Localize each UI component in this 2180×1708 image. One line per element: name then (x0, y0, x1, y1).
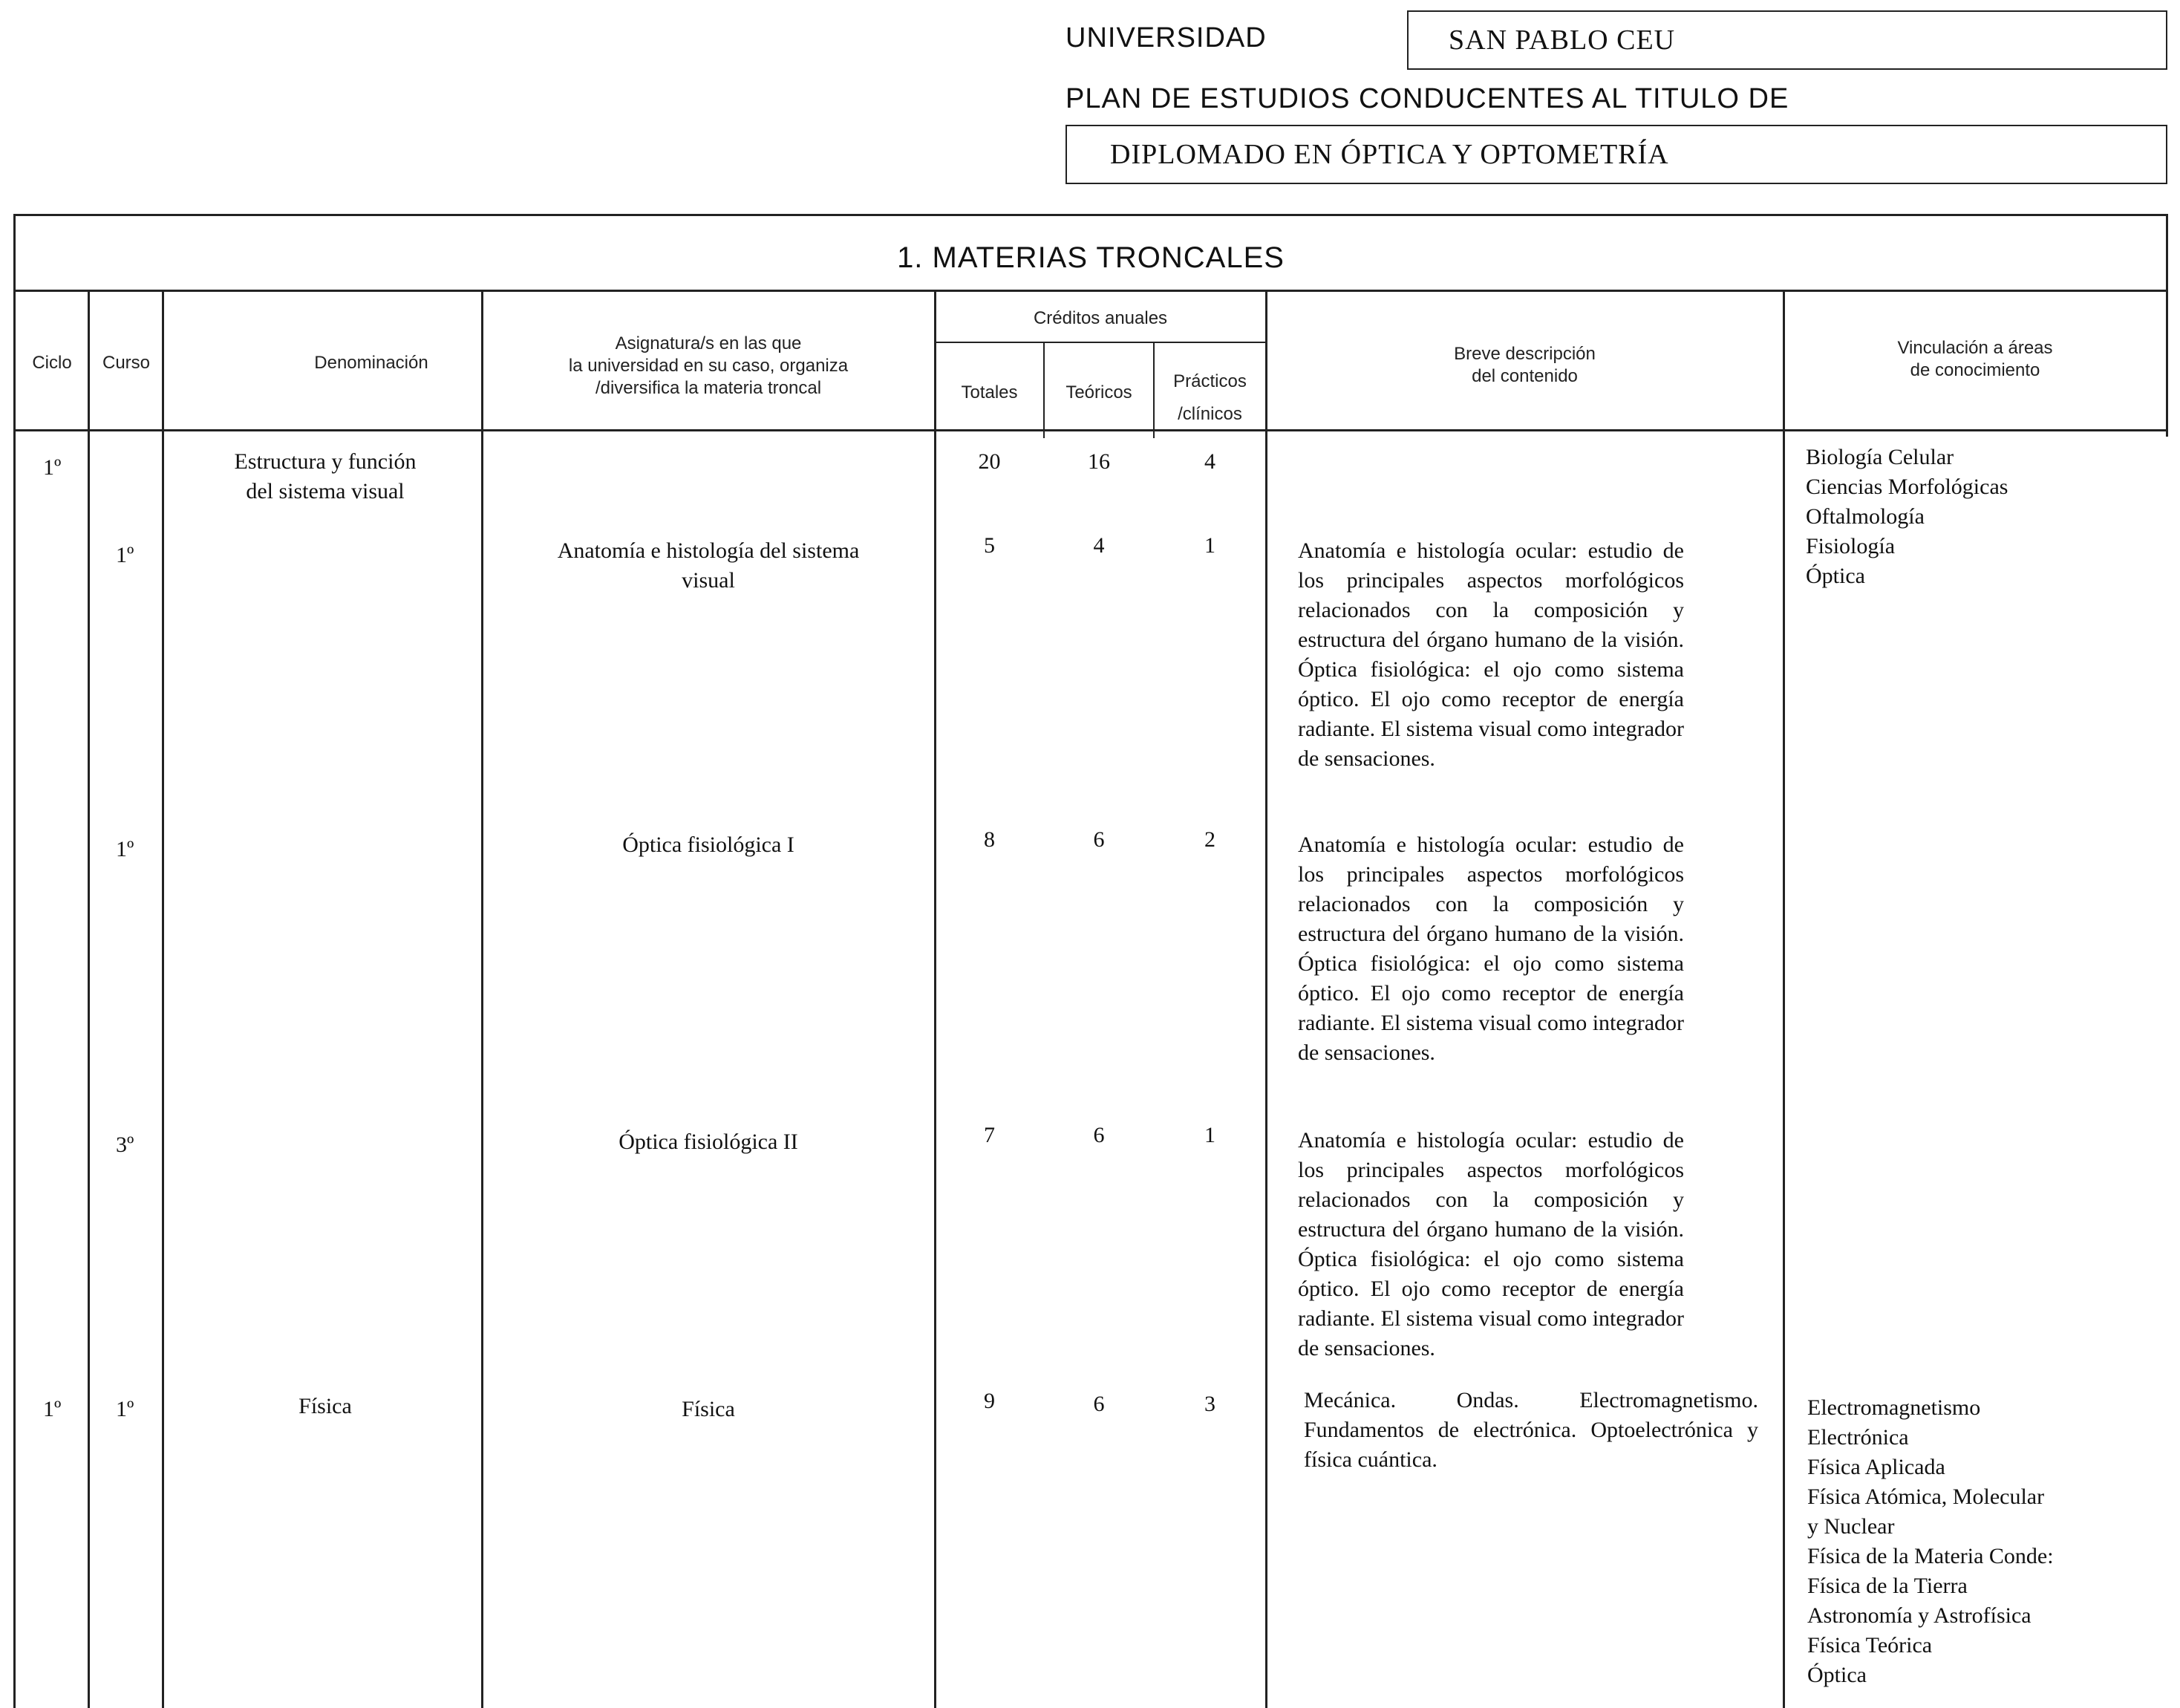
area-item: Astronomía y Astrofísica (1807, 1603, 2031, 1628)
col-header-vinculacion-line: de conocimiento (1910, 360, 2040, 380)
area-item: Física de la Materia Conde: (1807, 1544, 2054, 1568)
table-left-border (13, 214, 16, 1708)
title-divider (13, 290, 2168, 292)
cell-practicos: 1 (1204, 1123, 1215, 1147)
cell-practicos: 2 (1204, 827, 1215, 852)
university-label: UNIVERSIDAD (1065, 22, 1267, 53)
cell-teoricos: 16 (1088, 449, 1110, 474)
col-header-teoricos: Teóricos (1065, 382, 1132, 402)
col-header-asignatura-line: Asignatura/s en las que (615, 333, 802, 353)
area-item: Óptica (1807, 1663, 1867, 1687)
col-header-totales: Totales (961, 382, 1018, 402)
cell-curso: 3º (116, 1132, 134, 1157)
cell-denominacion-line: del sistema visual (246, 479, 405, 503)
university-name: SAN PABLO CEU (1449, 25, 1676, 56)
area-item: Óptica (1806, 564, 1865, 588)
degree-box (1065, 125, 2167, 184)
col-header-practicos-line: Prácticos (1173, 371, 1247, 391)
col-header-ciclo: Ciclo (32, 353, 72, 373)
section-title: 1. MATERIAS TRONCALES (897, 241, 1285, 274)
university-name-box (1407, 10, 2167, 70)
area-item: Ciencias Morfológicas (1806, 475, 2008, 499)
cell-asignatura-line: Anatomía e histología del sistema (557, 538, 860, 563)
col-line-creditos (1265, 290, 1267, 1708)
cell-curso: 1º (116, 1397, 134, 1421)
cell-teoricos: 4 (1093, 533, 1105, 558)
cell-denominacion (177, 447, 474, 506)
cell-asignatura (483, 1127, 934, 1157)
cell-descripcion: Mecánica. Ondas. Electromagnetismo. Fundamentos de electrónica. Optoelectrónica y física cuántica. (1304, 1388, 1758, 1472)
area-item: Física de la Tierra (1807, 1574, 1968, 1598)
cell-totales: 5 (984, 533, 995, 558)
col-header-creditos: Créditos anuales (1033, 308, 1168, 328)
area-item: Oftalmología (1806, 504, 1925, 529)
cell-descripcion: Anatomía e histología ocular: estudio de los principales aspectos morfológicos relacionados con la composición y estructura del órgano humano de la visión. Óptica fisiológica: el ojo como sistema óptico. El ojo como receptor de energía radiante. El sistema visual como integrador de sensaciones. (1298, 832, 1684, 1065)
area-item: Física Atómica, Molecular (1807, 1484, 2045, 1509)
plan-label: PLAN DE ESTUDIOS CONDUCENTES AL TITULO DE (1065, 83, 1789, 114)
cell-descripcion: Anatomía e histología ocular: estudio de los principales aspectos morfológicos relacionados con la composición y estructura del órgano humano de la visión. Óptica fisiológica: el ojo como sistema óptico. El ojo como receptor de energía radiante. El sistema visual como integrador de sensaciones. (1298, 538, 1684, 771)
col-header-vinculacion (1784, 337, 2166, 382)
cell-denominacion-line: Física (298, 1394, 352, 1418)
col-header-descripcion (1267, 343, 1783, 388)
col-line-denominacion (481, 290, 483, 1708)
credits-subheader-line (934, 342, 1267, 343)
col-line-curso (162, 290, 164, 1708)
header-bottom-line (13, 429, 2168, 431)
cell-asignatura-line: Óptica fisiológica I (622, 832, 794, 857)
cell-denominacion-line: Estructura y función (234, 449, 417, 474)
area-item: y Nuclear (1807, 1514, 1895, 1539)
cell-totales: 9 (984, 1389, 995, 1413)
area-item: Fisiología (1806, 534, 1896, 558)
col-header-practicos-line: /clínicos (1178, 404, 1242, 424)
area-item: Biología Celular (1806, 445, 1954, 469)
cell-totales: 20 (978, 449, 1001, 474)
cell-asignatura-line: Física (682, 1397, 735, 1421)
cell-teoricos: 6 (1093, 827, 1105, 852)
cell-ciclo: 1º (43, 1397, 62, 1421)
cell-practicos: 1 (1204, 533, 1215, 558)
cell-curso: 1º (116, 543, 134, 567)
degree-title: DIPLOMADO EN ÓPTICA Y OPTOMETRÍA (1110, 139, 1669, 170)
cell-descripcion: Anatomía e histología ocular: estudio de los principales aspectos morfológicos relacionados con la composición y estructura del órgano humano de la visión. Óptica fisiológica: el ojo como sistema óptico. El ojo como receptor de energía radiante. El sistema visual como integrador de sensaciones. (1298, 1128, 1684, 1360)
cell-asignatura-line: visual (682, 568, 735, 593)
cell-asignatura (483, 1395, 934, 1424)
col-header-denominacion: Denominación (314, 353, 428, 373)
area-item: Electrónica (1807, 1425, 1909, 1450)
col-header-descripcion-line: del contenido (1472, 366, 1578, 386)
col-header-asignatura-line: /diversifica la materia troncal (595, 378, 822, 398)
cell-ciclo: 1º (43, 455, 62, 480)
cell-asignatura-line: Óptica fisiológica II (619, 1130, 798, 1154)
cell-teoricos: 6 (1093, 1392, 1105, 1416)
col-line-asignatura (934, 290, 936, 1708)
col-header-curso: Curso (102, 353, 151, 373)
area-item: Física Aplicada (1807, 1455, 1945, 1479)
cell-practicos: 4 (1204, 449, 1215, 474)
cell-areas (1806, 443, 2008, 591)
cell-totales: 7 (984, 1123, 995, 1147)
table-top-border (13, 214, 2168, 216)
col-header-descripcion-line: Breve descripción (1454, 344, 1596, 364)
cell-asignatura (483, 536, 934, 596)
col-line-ciclo (88, 290, 90, 1708)
col-header-asignatura-line: la universidad en su caso, organiza (568, 356, 849, 376)
col-header-practicos (1155, 365, 1265, 431)
cell-curso: 1º (116, 837, 134, 861)
col-header-asignatura (483, 333, 934, 400)
col-line-descripcion (1783, 290, 1785, 1708)
area-item: Electromagnetismo (1807, 1395, 1981, 1420)
cell-teoricos: 6 (1093, 1123, 1105, 1147)
cell-denominacion (177, 1392, 474, 1421)
cell-totales: 8 (984, 827, 995, 852)
cell-practicos: 3 (1204, 1392, 1215, 1416)
area-item: Física Teórica (1807, 1633, 1933, 1658)
col-header-vinculacion-line: Vinculación a áreas (1897, 338, 2053, 358)
cell-areas (1807, 1393, 2054, 1690)
cell-asignatura (483, 830, 934, 860)
